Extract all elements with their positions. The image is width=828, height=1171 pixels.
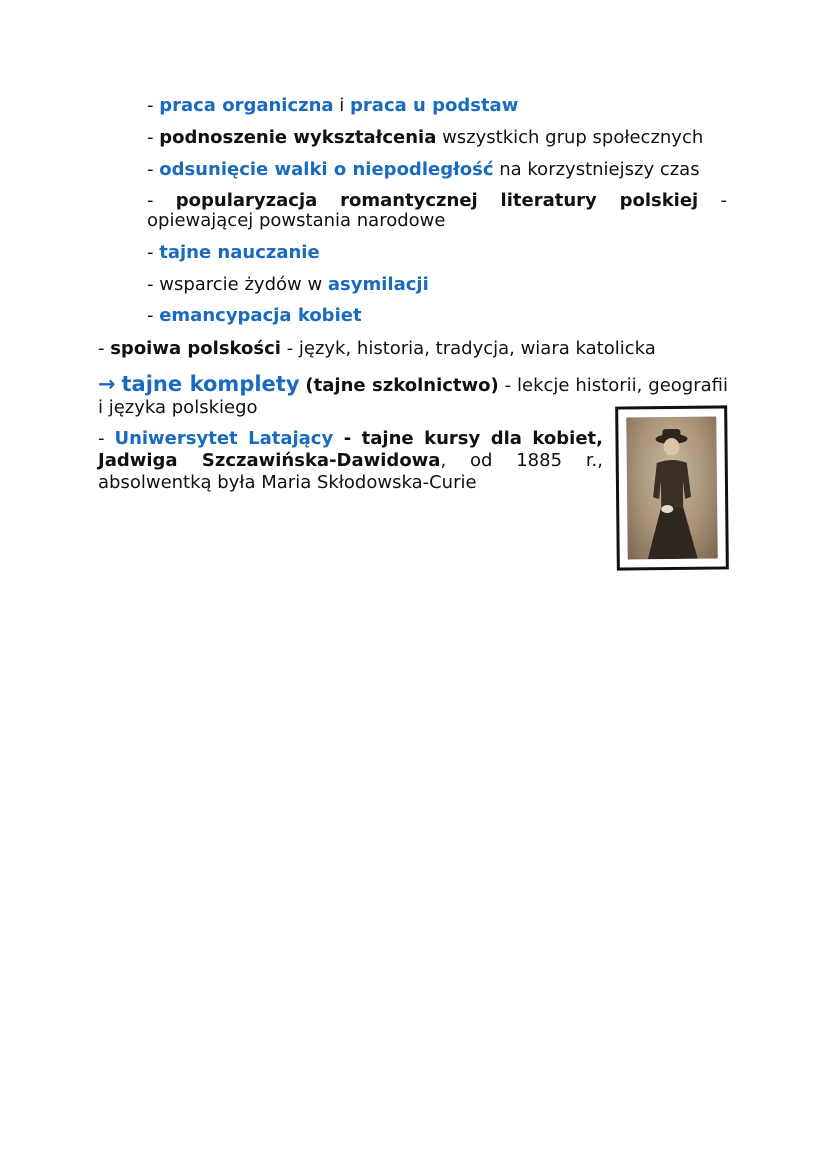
list-item: - popularyzacja romantycznej literatury polskiej - opiewającej powstania narodowe: [147, 190, 728, 231]
term: tajne nauczanie: [159, 242, 320, 263]
term: Uniwersytet Latający: [114, 428, 334, 449]
term: popularyzacja romantycznej literatury polskiej: [175, 190, 699, 211]
heading: tajne komplety: [121, 372, 300, 396]
term: spoiwa polskości: [110, 338, 281, 359]
portrait-photo: [615, 405, 729, 570]
term: (tajne szkolnictwo): [305, 375, 499, 396]
term: asymilacji: [327, 274, 429, 295]
term: praca u podstaw: [350, 95, 519, 116]
term: odsunięcie walki o niepodległość: [159, 159, 494, 180]
list-item: - odsunięcie walki o niepodległość na korzystniejszy czas: [147, 159, 700, 180]
komplety-paragraph: → tajne komplety (tajne szkolnictwo) - lekcje historii, geografii i języka polskiego: [98, 372, 728, 418]
portrait-image: [626, 417, 717, 560]
list-item: - emancypacja kobiet: [147, 305, 362, 326]
list-item: - wsparcie żydów w asymilacji: [147, 274, 429, 295]
spoiwa-line: - spoiwa polskości - język, historia, tradycja, wiara katolicka: [98, 338, 656, 359]
woman-portrait-icon: [626, 417, 717, 560]
list-item: - podnoszenie wykształcenia wszystkich grup społecznych: [147, 127, 704, 148]
term: podnoszenie wykształcenia: [159, 127, 437, 148]
term: - tajne kursy dla kobiet, Jadwiga Szczawińska-Dawidowa: [98, 428, 603, 471]
list-item: - praca organiczna i praca u podstaw: [147, 95, 519, 116]
arrow-icon: →: [98, 372, 116, 396]
term: praca organiczna: [159, 95, 334, 116]
term: emancypacja kobiet: [159, 305, 362, 326]
uniwersytet-paragraph: - Uniwersytet Latający - tajne kursy dla kobiet, Jadwiga Szczawińska-Dawidowa, od 1885 r., absolwentką była Maria Skłodowska-Curie: [98, 428, 604, 493]
list-item: - tajne nauczanie: [147, 242, 320, 263]
